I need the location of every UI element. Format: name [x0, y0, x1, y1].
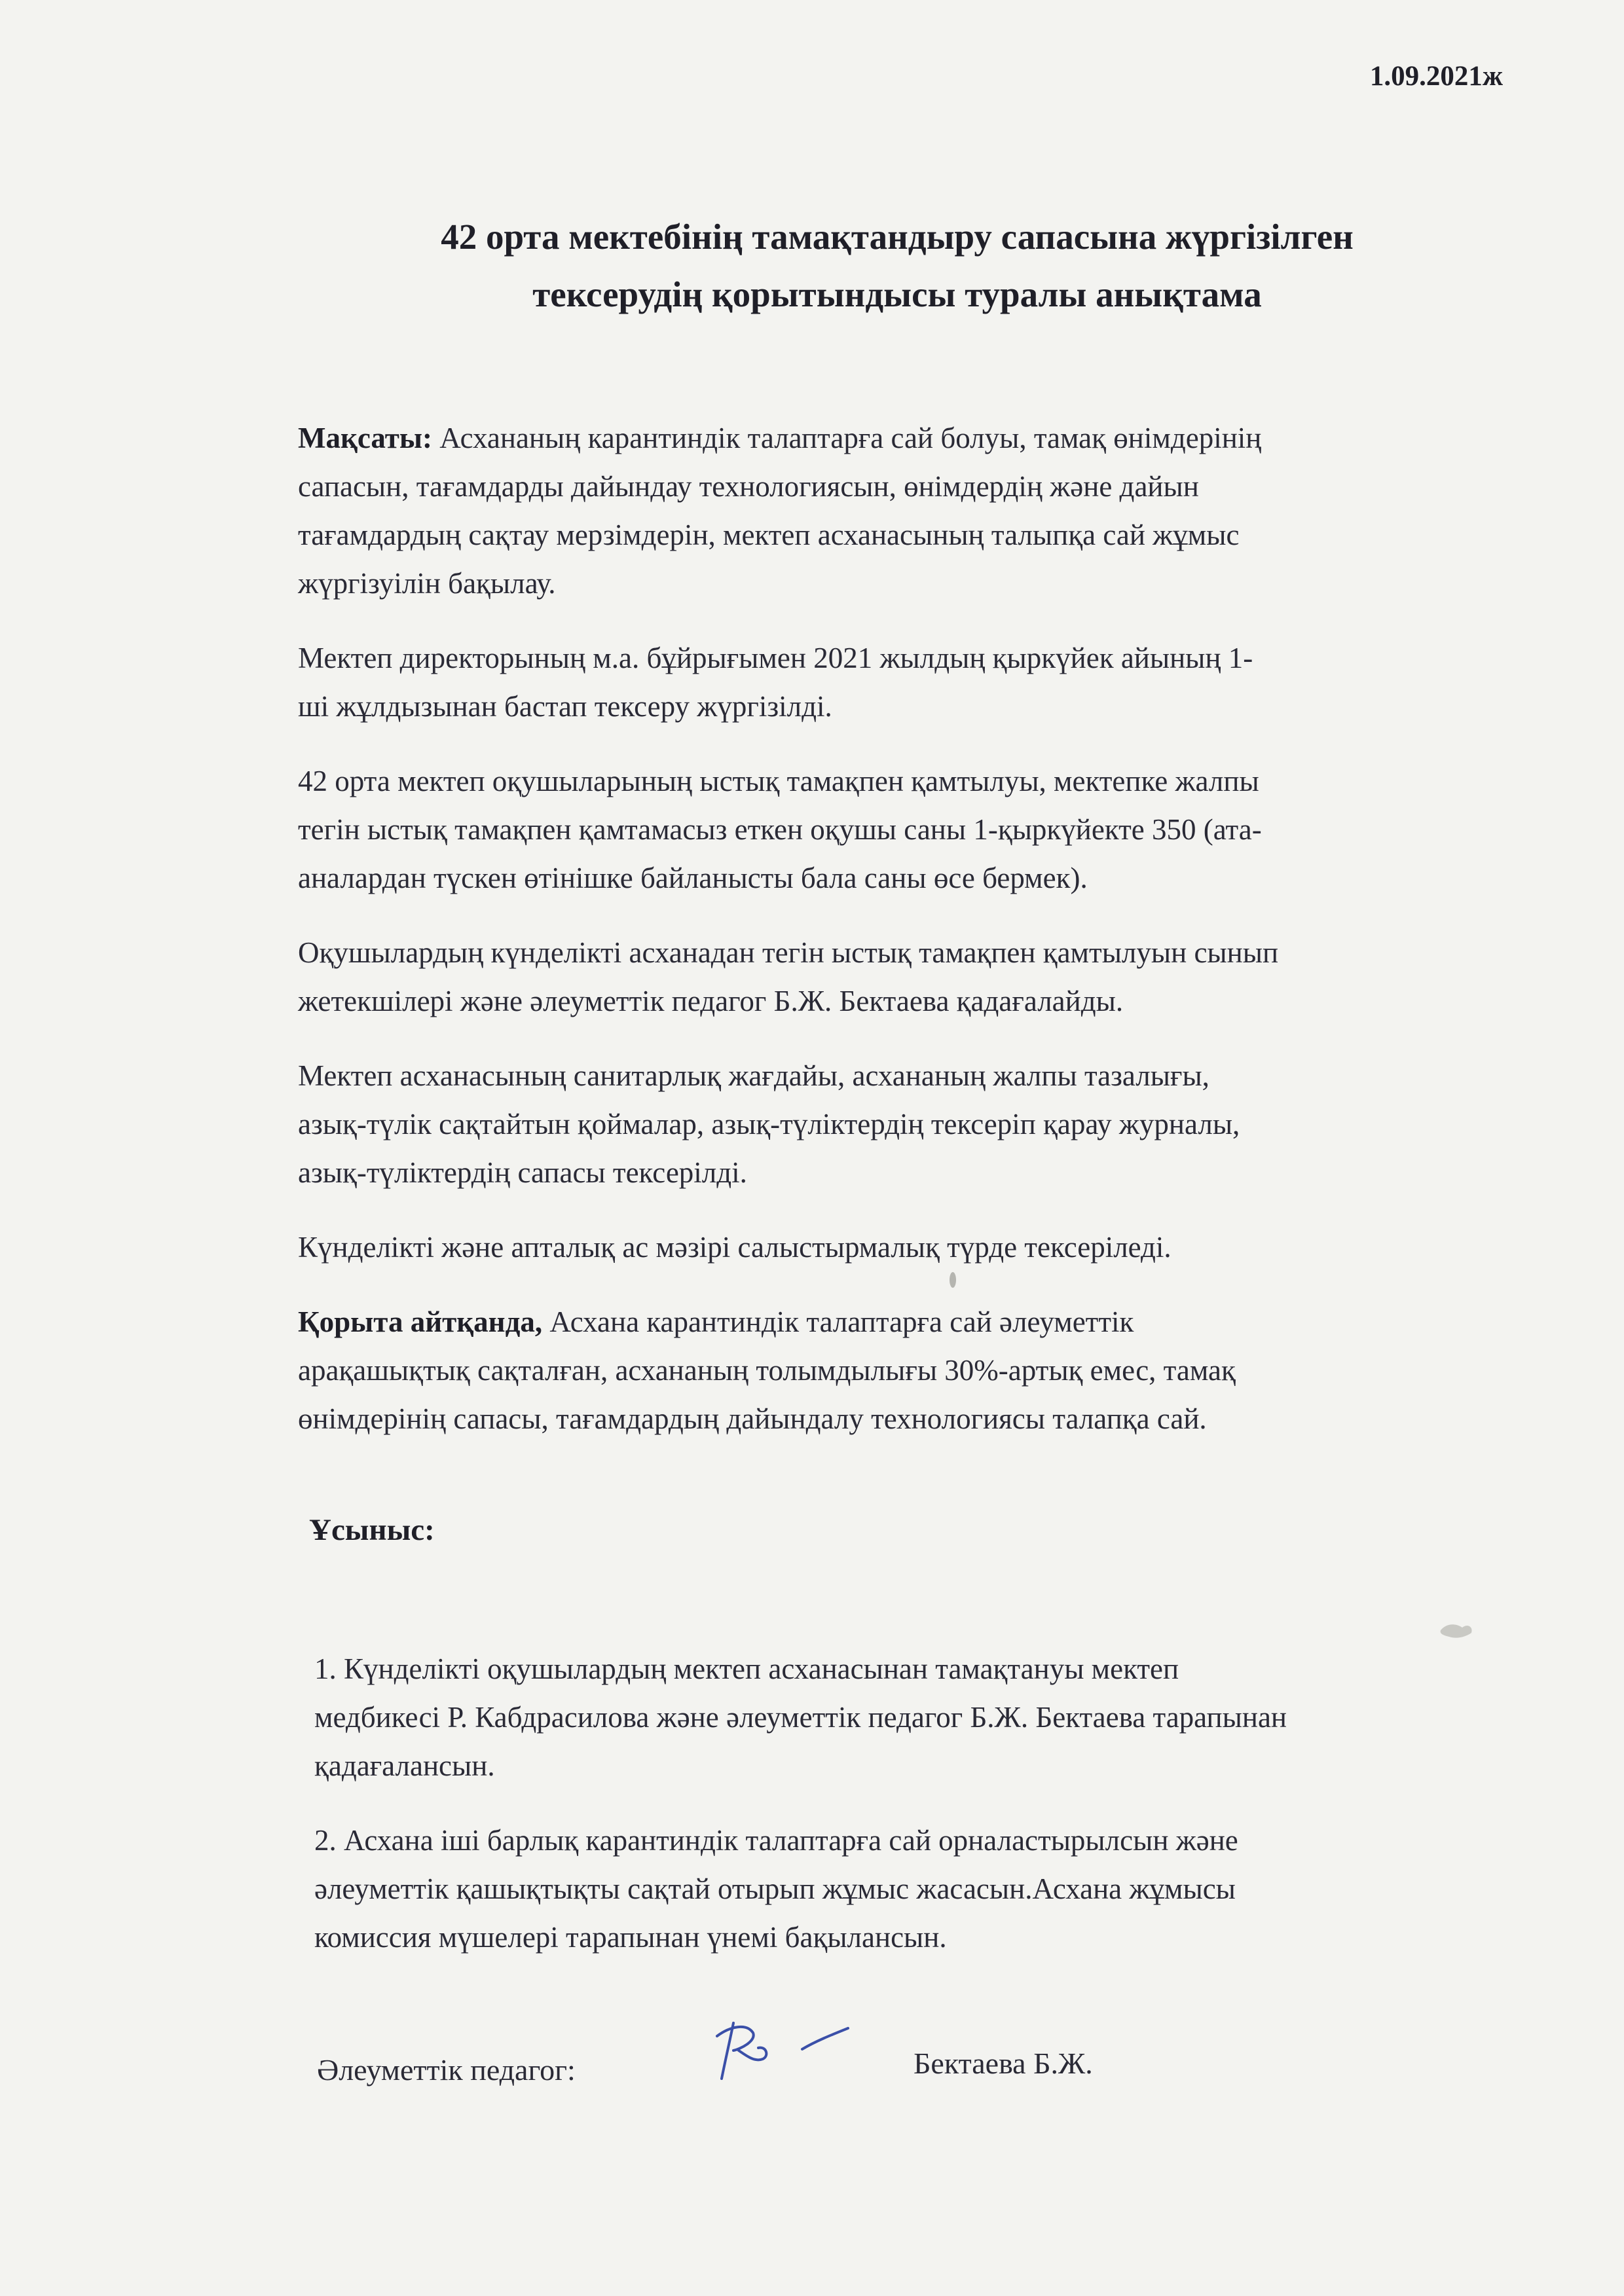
paragraph-line: 42 орта мектеп оқушыларының ыстық тамақпен қамтылуы, мектепке жалпы [298, 765, 1259, 797]
paragraph-line: сапасын, тағамдарды дайындау технологиясын, өнімдердің және дайын [298, 470, 1199, 503]
paragraph-line: ші жұлдызынан бастап тексеру жүргізілді. [298, 690, 832, 723]
paragraph-conclusion [298, 1298, 1542, 1443]
recommendation-heading: Ұсыныс: [309, 1513, 435, 1547]
recommendation-item [314, 1816, 1552, 1961]
paragraph-order [298, 634, 1542, 731]
ink-smudge-mark [1437, 1617, 1477, 1643]
recommendation-line: қадағалансын. [314, 1749, 495, 1782]
recommendation-item [314, 1645, 1552, 1790]
paragraph-line: Оқушылардың күнделікті асханадан тегін ыстық тамақпен қамтылуын сынып [298, 936, 1279, 969]
ink-dot-mark [946, 1267, 959, 1293]
recommendation-list [314, 1645, 1552, 1988]
paragraph-line: арақашықтық сақталған, асхананың толымдылығы 30%-артық емес, тамақ [298, 1354, 1236, 1387]
paragraph-line: жетекшілері және әлеуметтік педагог Б.Ж. Бектаева қадағалайды. [298, 985, 1124, 1017]
paragraph-line: азық-түлік сақтайтын қоймалар, азық-түліктердің тексеріп қарау журналы, [298, 1108, 1240, 1140]
paragraph-line: Мектеп директорының м.а. бұйрығымен 2021 жылдың қыркүйек айының 1- [298, 642, 1253, 674]
paragraph-lead: Қорыта айтқанда, [298, 1305, 543, 1338]
recommendation-line: әлеуметтік қашықтықты сақтай отырып жұмыс жасасын.Асхана жұмысы [314, 1872, 1236, 1905]
recommendation-line: медбикесі Р. Кабдрасилова және әлеуметтік педагог Б.Ж. Бектаева тарапынан [314, 1701, 1287, 1734]
signature-role: Әлеуметтік педагог: [317, 2053, 576, 2086]
paragraph-line: азық-түліктердің сапасы тексерілді. [298, 1156, 747, 1189]
signature-name: Бектаева Б.Ж. [913, 2047, 1093, 2080]
recommendation-line: комиссия мүшелері тарапынан үнемі бақылансын. [314, 1921, 947, 1954]
paragraph-coverage [298, 757, 1542, 902]
document-date: 1.09.2021ж [1369, 61, 1503, 92]
paragraph-lead: Мақсаты: [298, 422, 432, 454]
paragraph-supervision [298, 928, 1542, 1025]
paragraph-line: Асхананың карантиндік талаптарға сай болуы, тамақ өнімдерінің [432, 422, 1262, 454]
handwritten-signature [707, 2010, 864, 2088]
title-line-1: 42 орта мектебінің тамақтандыру сапасына жүргізілген [441, 217, 1354, 257]
paragraph-line: Күнделікті және апталық ас мәзірі салыстырмалық түрде тексеріледі. [298, 1231, 1172, 1264]
recommendation-line: 2. Асхана іші барлық карантиндік талаптарға сай орналастырылсын және [314, 1824, 1238, 1857]
paragraph-line: жүргізуілін бақылау. [298, 567, 556, 600]
paragraph-line: Мектеп асханасының санитарлық жағдайы, асхананың жалпы тазалығы, [298, 1059, 1209, 1092]
paragraph-menu [298, 1223, 1542, 1271]
paragraph-line: өнімдерінің сапасы, тағамдардың дайындалу технологиясы талапқа сай. [298, 1402, 1207, 1435]
paragraph-line: тегін ыстық тамақпен қамтамасыз еткен оқушы саны 1-қыркүйекте 350 (ата- [298, 813, 1262, 846]
document-title [282, 208, 1513, 323]
recommendation-line: 1. Күнделікті оқушылардың мектеп асханасынан тамақтануы мектеп [314, 1652, 1179, 1685]
paragraph-line: тағамдардың сақтау мерзімдерін, мектеп асханасының талыпқа сай жұмыс [298, 519, 1240, 551]
document-body [298, 414, 1542, 1469]
title-line-2: тексерудің қорытындысы туралы анықтама [532, 274, 1262, 314]
paragraph-line: Асхана карантиндік талаптарға сай әлеуметтік [542, 1305, 1134, 1338]
paragraph-purpose [298, 414, 1542, 608]
paragraph-sanitary [298, 1051, 1542, 1197]
paragraph-line: аналардан түскен өтінішке байланысты бала саны өсе бермек). [298, 862, 1088, 894]
